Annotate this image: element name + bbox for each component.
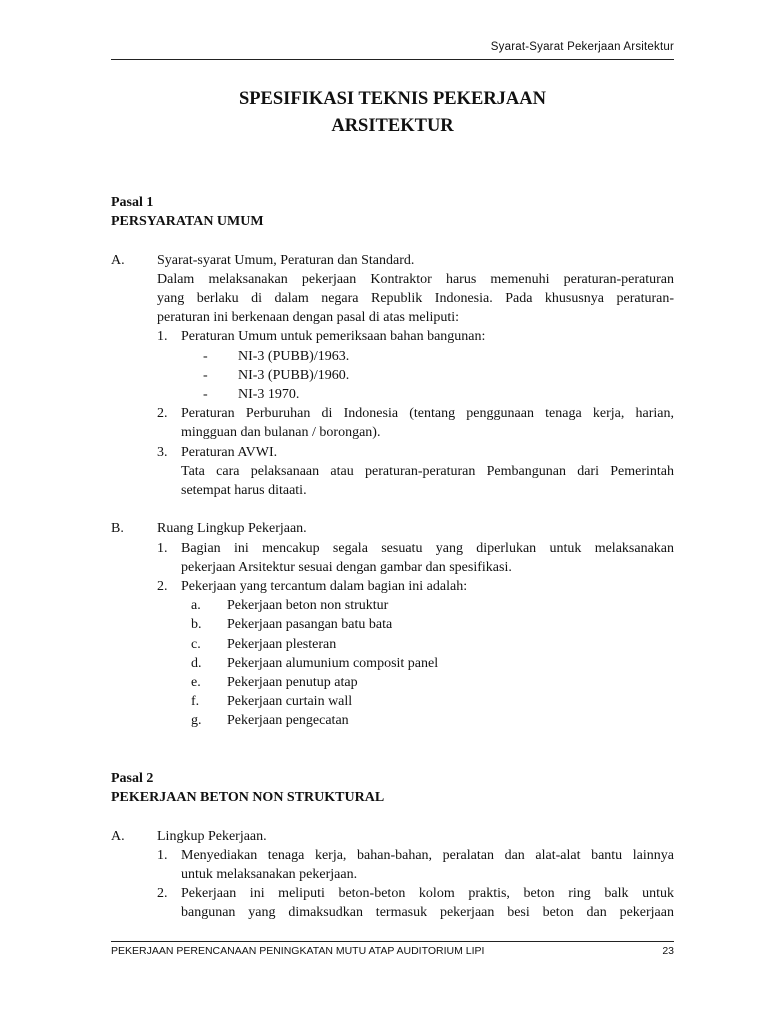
sub-item	[111, 366, 674, 385]
document-title	[111, 86, 674, 140]
header-rule	[111, 59, 674, 60]
item-text: Bagian ini mencakup segala sesuatu yang diperlukan untuk melaksanakan	[181, 540, 674, 556]
sub-item-text: NI-3 (PUBB)/1963.	[238, 348, 350, 364]
item-text: Menyediakan tenaga kerja, bahan-bahan, peralatan dan alat-alat bantu lainnya	[181, 847, 674, 863]
section-1a	[111, 251, 674, 270]
work-text: Pekerjaan curtain wall	[227, 694, 353, 710]
list-item	[111, 443, 674, 462]
list-item	[111, 327, 674, 346]
work-letter: f.	[191, 694, 200, 710]
running-head: Syarat-Syarat Pekerjaan Arsitektur	[490, 41, 674, 53]
dash-bullet: -	[203, 387, 208, 403]
work-letter: a.	[191, 598, 201, 614]
work-item	[111, 673, 674, 692]
work-letter: e.	[191, 675, 201, 691]
work-letter: g.	[191, 713, 202, 729]
list-item	[111, 539, 674, 558]
item-number: 1.	[157, 847, 168, 863]
work-letter: d.	[191, 655, 202, 671]
section-title: Ruang Lingkup Pekerjaan.	[157, 521, 307, 537]
title-line-1: SPESIFIKASI TEKNIS PEKERJAAN	[238, 89, 547, 109]
section-title: Syarat-syarat Umum, Peraturan dan Standard.	[157, 252, 415, 268]
work-letter: b.	[191, 617, 202, 633]
work-item	[111, 635, 674, 654]
list-item	[111, 846, 674, 865]
item-text: Peraturan AVWI.	[181, 444, 278, 460]
work-text: Pekerjaan pengecatan	[227, 713, 349, 729]
work-item	[111, 654, 674, 673]
item-text: pekerjaan Arsitektur sesuai dengan gambar dan spesifikasi.	[181, 559, 512, 575]
pasal-1-label: Pasal 1	[111, 195, 154, 210]
sub-item	[111, 385, 674, 404]
item-text: Pekerjaan ini meliputi beton-beton kolom praktis, beton ring balk untuk	[181, 886, 674, 902]
item-text: untuk melaksanakan pekerjaan.	[181, 867, 358, 883]
footer-project: PEKERJAAN PERENCANAAN PENINGKATAN MUTU ATAP AUDITORIUM LIPI	[111, 945, 485, 957]
work-item	[111, 615, 674, 634]
list-item	[111, 884, 674, 903]
dash-bullet: -	[203, 348, 208, 364]
work-text: Pekerjaan alumunium composit panel	[227, 655, 439, 671]
item-number: 1.	[157, 329, 168, 345]
dash-bullet: -	[203, 367, 208, 383]
paragraph-line: peraturan ini berkenaan dengan pasal di atas meliputi:	[157, 310, 460, 326]
section-title: Lingkup Pekerjaan.	[157, 828, 267, 844]
item-number: 3.	[157, 444, 168, 460]
item-number: 2.	[157, 579, 168, 595]
pasal-2-heading: PEKERJAAN BETON NON STRUKTURAL	[111, 790, 385, 806]
list-item	[111, 577, 674, 596]
work-text: Pekerjaan beton non struktur	[227, 598, 389, 614]
item-text: Pekerjaan yang tercantum dalam bagian ini adalah:	[181, 579, 468, 595]
work-letter: c.	[191, 636, 201, 652]
item-number: 2.	[157, 886, 168, 902]
work-item	[111, 596, 674, 615]
section-1b	[111, 519, 674, 538]
sub-item	[111, 347, 674, 366]
item-text: bangunan yang dimaksudkan termasuk pekerjaan besi beton dan pekerjaan	[181, 905, 674, 921]
work-item	[111, 711, 674, 730]
work-text: Pekerjaan pasangan batu bata	[227, 617, 393, 633]
item-text: mingguan dan bulanan / borongan).	[181, 425, 381, 441]
item-text: Peraturan Perburuhan di Indonesia (tentang penggunaan tenaga kerja, harian,	[181, 406, 674, 422]
page-footer	[111, 945, 674, 957]
paragraph-line: Dalam melaksanakan pekerjaan Kontraktor harus memenuhi peraturan-peraturan	[157, 271, 674, 287]
pasal-1-heading: PERSYARATAN UMUM	[111, 214, 264, 230]
work-item	[111, 692, 674, 711]
item-text: setempat harus ditaati.	[181, 483, 307, 499]
item-text: Tata cara pelaksanaan atau peraturan-peraturan Pembangunan dari Pemerintah	[181, 463, 674, 479]
title-line-2: ARSITEKTUR	[331, 116, 454, 136]
item-text: Peraturan Umum untuk pemeriksaan bahan bangunan:	[181, 329, 486, 345]
section-2a	[111, 827, 674, 846]
document-body	[111, 193, 674, 923]
footer-rule	[111, 941, 674, 942]
list-item	[111, 404, 674, 423]
section-letter: B.	[111, 521, 124, 537]
work-text: Pekerjaan penutup atap	[227, 675, 358, 691]
section-letter: A.	[111, 828, 125, 844]
work-text: Pekerjaan plesteran	[227, 636, 337, 652]
pasal-2-label: Pasal 2	[111, 771, 154, 787]
section-letter: A.	[111, 252, 125, 268]
sub-item-text: NI-3 (PUBB)/1960.	[238, 367, 350, 383]
paragraph-line: yang berlaku di dalam negara Republik Indonesia. Pada khususnya peraturan-	[157, 291, 674, 306]
item-number: 2.	[157, 406, 168, 422]
item-number: 1.	[157, 540, 168, 556]
page-number: 23	[662, 945, 674, 957]
sub-item-text: NI-3 1970.	[238, 387, 300, 403]
